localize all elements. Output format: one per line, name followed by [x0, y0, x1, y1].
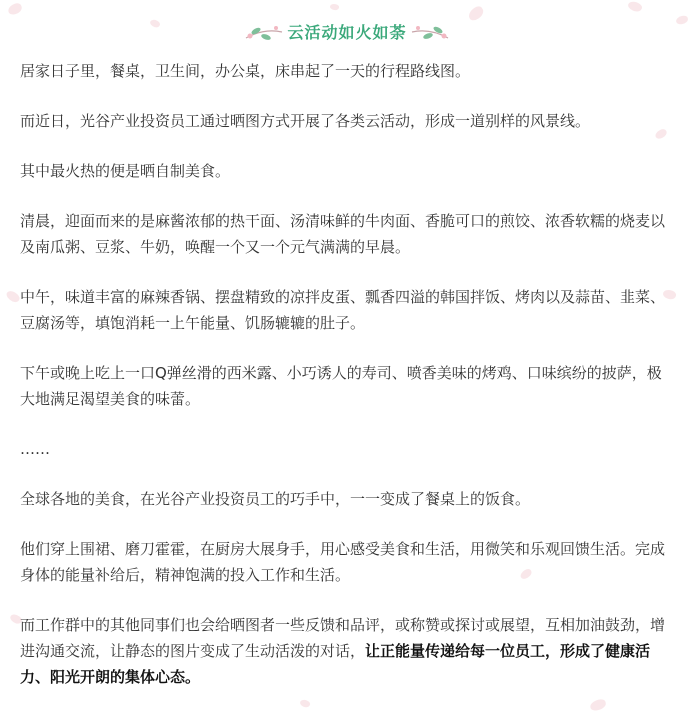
- page-title: 云活动如火如荼: [287, 23, 407, 42]
- closing-paragraph: [20, 612, 674, 690]
- petal-decoration: [329, 3, 339, 11]
- right-branch-icon: [410, 22, 450, 44]
- ellipsis-paragraph: ……: [20, 440, 50, 458]
- paragraph: 中午，味道丰富的麻辣香锅、摆盘精致的凉拌皮蛋、瓢香四溢的韩国拌饭、烤肉以及蒜苗、韭菜、豆腐汤等，填饱消耗一上午能量、饥肠辘辘的肚子。: [20, 288, 666, 332]
- closing-paragraph-normal-text: 而工作群中的其他同事们也会给晒图者一些反馈和品评，或称赞或探讨或展望，互相加油鼓劲，增进沟通交流，让静态的图片变成了生动活泼的对话，: [20, 616, 666, 660]
- petal-decoration: [5, 289, 22, 305]
- paragraph: 下午或晚上吃上一口Q弹丝滑的西米露、小巧诱人的寿司、喷香美味的烤鸡、口味缤纷的披萨，极大地满足渴望美食的味蕾。: [20, 364, 662, 408]
- paragraph: 而近日，光谷产业投资员工通过晒图方式开展了各类云活动，形成一道别样的风景线。: [20, 112, 591, 130]
- paragraph: 全球各地的美食，在光谷产业投资员工的巧手中，一一变成了餐桌上的饭食。: [20, 490, 531, 508]
- paragraph: 他们穿上围裙、磨刀霍霍，在厨房大展身手，用心感受美食和生活，用微笑和乐观回馈生活。完成身体的能量补给后，精神饱满的投入工作和生活。: [20, 540, 666, 584]
- paragraph: 其中最火热的便是晒自制美食。: [20, 162, 231, 180]
- closing-paragraph-bold-text: 让正能量传递给每一位员工，形成了健康活力、阳光开朗的集体心态。: [20, 642, 651, 686]
- paragraph: 居家日子里，餐桌，卫生间，办公桌，床串起了一天的行程路线图。: [20, 62, 471, 80]
- petal-decoration: [627, 0, 643, 14]
- article-body: [20, 58, 674, 714]
- article-header: [0, 14, 694, 54]
- paragraph: 清晨，迎面而来的是麻酱浓郁的热干面、汤清味鲜的牛肉面、香脆可口的煎饺、浓香软糯的烧麦以及南瓜粥、豆浆、牛奶，唤醒一个又一个元气满满的早晨。: [20, 212, 666, 256]
